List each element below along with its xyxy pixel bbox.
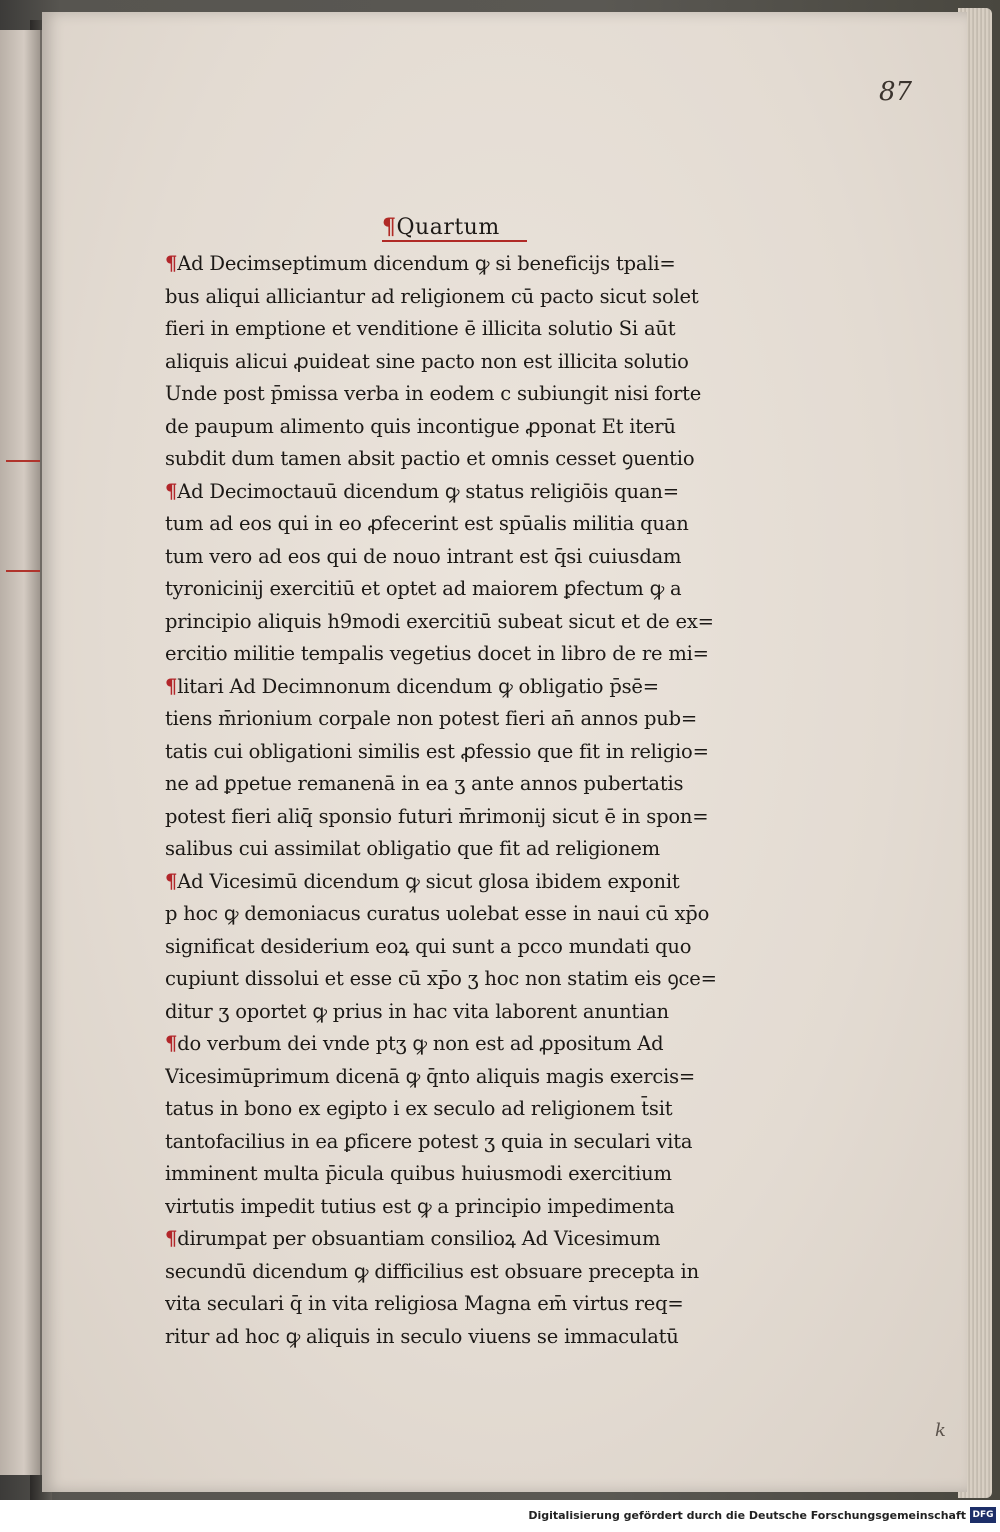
line-text: ritur ad hoc ꝙ aliquis in seculo viuens se immaculatū <box>165 1324 679 1348</box>
line-text: Ad Decimoctauū dicendum ꝙ status religiōis quan= <box>177 479 679 503</box>
line-text: Vicesimūprimum dicenā ꝙ q̄nto aliquis magis exercis= <box>165 1064 696 1088</box>
text-line <box>165 1223 755 1256</box>
text-line <box>165 1028 755 1061</box>
text-line <box>165 671 755 704</box>
text-line <box>165 313 755 346</box>
folio-number: 87 <box>879 77 913 107</box>
line-text: imminent multa p̄icula quibus huiusmodi exercitium <box>165 1162 672 1185</box>
line-text: bus aliqui alliciantur ad religionem cū pacto sicut solet <box>165 284 699 308</box>
line-text: tyronicinij exercitiū et optet ad maiorem ꝑfectum ꝙ a <box>165 577 682 600</box>
line-text: dirumpat per obsuantiam consilioꝝ Ad Vicesimum <box>177 1227 661 1250</box>
text-line <box>165 1061 755 1094</box>
text-line <box>165 281 755 314</box>
footer-bar <box>0 1500 1000 1532</box>
line-text: virtutis impedit tutius est ꝙ a principio impedimenta <box>165 1194 675 1218</box>
line-text: secundū dicendum ꝙ difficilius est obsuare precepta in <box>165 1259 699 1283</box>
text-line <box>165 573 755 606</box>
text-line <box>165 703 755 736</box>
line-text: subdit dum tamen absit pactio et omnis cesset ꝯuentio <box>165 447 695 470</box>
text-line <box>165 1256 755 1289</box>
line-text: Ad Decimseptimum dicendum ꝙ si beneficijs tpali= <box>177 252 676 275</box>
text-line <box>165 866 755 899</box>
text-line <box>165 1191 755 1224</box>
text-block <box>165 248 755 1353</box>
text-line <box>165 508 755 541</box>
running-head-pilcrow: ¶ <box>382 214 397 240</box>
pilcrow-mark: ¶ <box>165 1032 178 1055</box>
text-line <box>165 996 755 1029</box>
line-text: fieri in emptione et venditione ē illicita solutio Si aūt <box>165 317 676 340</box>
running-head-rule <box>382 240 527 242</box>
text-line <box>165 1288 755 1321</box>
line-text: tum ad eos qui in eo ꝓfecerint est spūalis militia quan <box>165 512 689 535</box>
pilcrow-mark: ¶ <box>165 479 178 503</box>
signature-mark: k <box>935 1420 946 1441</box>
line-text: significat desiderium eoꝝ qui sunt a pcco mundati quo <box>165 934 692 958</box>
line-text: tatus in bono ex egipto i ex seculo ad religionem t̄sit <box>165 1097 673 1120</box>
line-text: Unde post p̄missa verba in eodem c subiungit nisi forte <box>165 382 702 405</box>
pilcrow-mark: ¶ <box>165 252 178 275</box>
line-text: tatis cui obligationi similis est ꝓfessio que fit in religio= <box>165 739 709 763</box>
line-text: litari Ad Decimnonum dicendum ꝙ obligatio p̄sē= <box>177 674 659 698</box>
line-text: aliquis alicui ꝓuideat sine pacto non est illicita solutio <box>165 349 689 373</box>
text-line <box>165 1093 755 1126</box>
text-line <box>165 1321 755 1354</box>
line-text: do verbum dei vnde ptʒ ꝙ non est ad ꝓpositum Ad <box>177 1032 664 1055</box>
text-line <box>165 411 755 444</box>
text-line <box>165 638 755 671</box>
running-head <box>382 214 500 240</box>
line-text: de paupum alimento quis incontigue ꝓponat Et iterū <box>165 414 676 438</box>
text-line <box>165 768 755 801</box>
text-line <box>165 1126 755 1159</box>
pilcrow-mark: ¶ <box>165 1227 178 1250</box>
line-text: principio aliquis h9modi exercitiū subeat sicut et de ex= <box>165 609 714 633</box>
line-text: tum vero ad eos qui de nouo intrant est q̄si cuiusdam <box>165 544 682 568</box>
line-text: tantofacilius in ea ꝑficere potest ʒ quia in seculari vita <box>165 1129 693 1153</box>
line-text: p hoc ꝙ demoniacus curatus uolebat esse in naui cū xp̄o <box>165 902 710 925</box>
line-text: tiens m̄rionium corpale non potest fieri an̄ annos pub= <box>165 707 698 730</box>
text-line <box>165 346 755 379</box>
text-line <box>165 1158 755 1191</box>
text-line <box>165 248 755 281</box>
line-text: Ad Vicesimū dicendum ꝙ sicut glosa ibidem exponit <box>177 869 680 893</box>
running-head-title: Quartum <box>396 215 500 240</box>
text-line <box>165 541 755 574</box>
text-line <box>165 801 755 834</box>
text-line <box>165 606 755 639</box>
facing-page-rubric <box>6 460 40 462</box>
line-text: vita seculari q̄ in vita religiosa Magna em̄ virtus req= <box>165 1292 684 1315</box>
book-page <box>42 12 967 1492</box>
text-line <box>165 443 755 476</box>
line-text: salibus cui assimilat obligatio que fit ad religionem <box>165 837 660 860</box>
line-text: potest fieri aliq̄ sponsio futuri m̄rimonij sicut ē in spon= <box>165 804 709 828</box>
line-text: cupiunt dissolui et esse cū xp̄o ʒ hoc non statim eis ꝯce= <box>165 967 717 990</box>
facing-page-margin <box>0 30 42 1475</box>
text-line <box>165 963 755 996</box>
text-line <box>165 833 755 866</box>
text-line <box>165 476 755 509</box>
pilcrow-mark: ¶ <box>165 674 178 698</box>
pilcrow-mark: ¶ <box>165 869 178 893</box>
footer-credit: Digitalisierung gefördert durch die Deutsche Forschungsgemeinschaft <box>528 1509 966 1522</box>
text-line <box>165 931 755 964</box>
line-text: ne ad ꝑpetue remanenā in ea ʒ ante annos pubertatis <box>165 772 684 795</box>
text-line <box>165 736 755 769</box>
line-text: ercitio militie tempalis vegetius docet in libro de re mi= <box>165 642 709 665</box>
dfg-logo: DFG <box>970 1507 996 1523</box>
line-text: ditur ʒ oportet ꝙ prius in hac vita laborent anuntian <box>165 999 669 1023</box>
text-line <box>165 898 755 931</box>
facing-page-rubric <box>6 570 40 572</box>
text-line <box>165 378 755 411</box>
